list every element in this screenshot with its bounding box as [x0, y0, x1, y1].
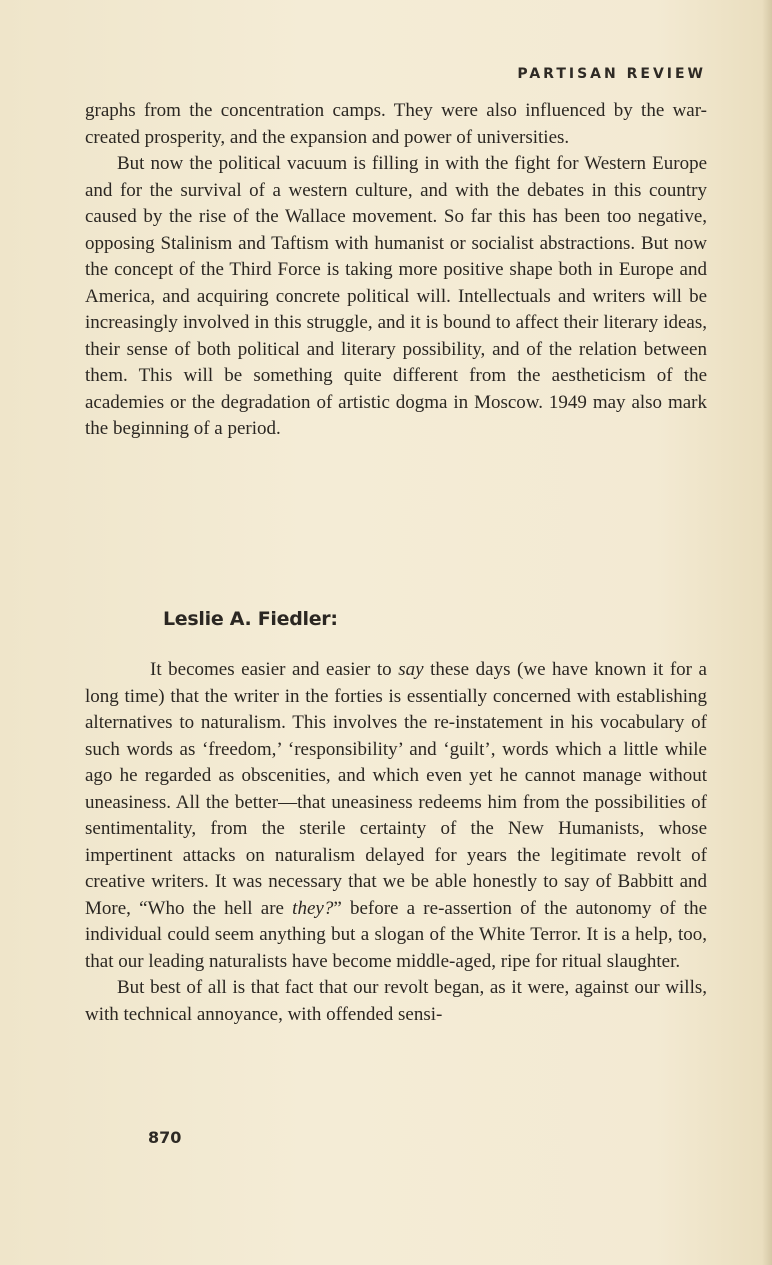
italic-they: they?	[292, 897, 334, 919]
text-block-fiedler	[85, 657, 707, 1028]
paragraph-fiedler-1	[85, 657, 707, 975]
section-heading: Leslie A. Fiedler:	[163, 608, 338, 630]
text-block-top	[85, 98, 707, 443]
page-number: 870	[148, 1128, 182, 1147]
paragraph-continued: graphs from the concentration camps. They were also influenced by the war-created prosperity, and the expansion and power of universities.	[85, 100, 707, 148]
paragraph-fiedler-2: But best of all is that fact that our revolt began, as it were, against our wills, with technical annoyance, with offended sensi-	[85, 977, 707, 1025]
paragraph-fiedler-1-part-c: ” before a re-assertion of the autonomy of the individual could seem anything but a slogan of the White Terror. It is a help, too, that our leading naturalists have become middle-aged, ripe for ritual slaughter.	[85, 897, 707, 972]
paragraph-fiedler-1-part-a: It becomes easier and easier to	[150, 659, 399, 680]
paragraph-third-force: But now the political vacuum is filling in with the fight for Western Europe and for the survival of a western culture, and with the debates in this country caused by the rise of the Wallace movement. So far this has been too negative, opposing Stalinism and Taftism with humanist or socialist abstractions. But now the concept of the Third Force is taking more positive shape both in Europe and America, and acquiring concrete political will. Intellectuals and writers will be increasingly involved in this struggle, and it is bound to affect their literary ideas, their sense of both political and literary possibility, and of the relation between them. This will be something quite different from the aestheticism of the academies or the degradation of artistic dogma in Moscow. 1949 may also mark the beginning of a period.	[85, 153, 707, 439]
italic-say: say	[398, 659, 424, 680]
paragraph-fiedler-1-part-b: these days (we have known it for a long time) that the writer in the forties is essentially concerned with establishing alternatives to naturalism. This involves the re-instatement in his vocabulary of such words as ‘freedom,’ ‘responsibility’ and ‘guilt’, words which a little while ago he regarded as obscenities, and which even yet he cannot manage without uneasiness. All the better—that uneasiness redeems him from the possibilities of sentimentality, from the sterile certainty of the New Humanists, whose impertinent attacks on naturalism delayed for years the legitimate revolt of creative writers. It was necessary that we be able honestly to say of Babbitt and More, “Who the hell are	[85, 659, 707, 919]
running-head: PARTISAN REVIEW	[517, 66, 706, 82]
page-edge-shadow	[762, 0, 772, 1265]
